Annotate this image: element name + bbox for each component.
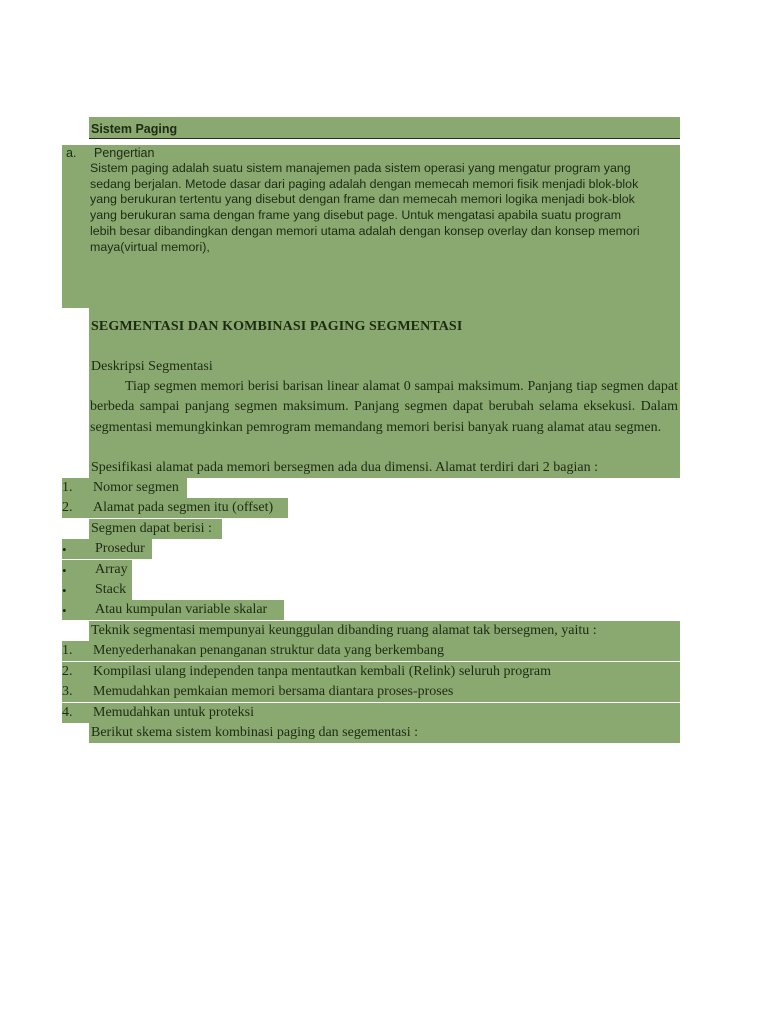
list-item	[62, 703, 680, 723]
bullet-icon: •	[62, 603, 67, 618]
list-item	[62, 478, 187, 498]
list-text: Nomor segmen	[93, 480, 179, 495]
paragraph-line: Sistem paging adalah suatu sistem manajemen pada sistem operasi yang mengatur program yang	[90, 161, 631, 175]
list-item	[62, 682, 680, 702]
paragraph-line: yang berukuran sama dengan frame yang disebut page. Untuk mengatasi apabila suatu program	[90, 208, 622, 223]
segmentation-heading: SEGMENTASI DAN KOMBINASI PAGING SEGMENTASI	[91, 319, 463, 334]
paging-subheading: Pengertian	[94, 146, 155, 160]
list-text: Memudahkan pemkaian memori bersama diantara proses-proses	[93, 684, 454, 699]
advantages-intro: Teknik segmentasi mempunyai keunggulan dibanding ruang alamat tak bersegmen, yaitu :	[91, 623, 597, 638]
bullet-icon: •	[62, 583, 67, 598]
list-item	[62, 662, 680, 682]
paragraph-line: sedang berjalan. Metode dasar dari paging adalah dengan memecah memori fisik menjadi blok-blok	[90, 176, 639, 191]
list-text: Memudahkan untuk proteksi	[93, 705, 254, 720]
list-marker: 4.	[62, 705, 73, 720]
bullet-item	[62, 580, 132, 600]
contents-intro: Segmen dapat berisi :	[91, 521, 212, 536]
list-text: Kompilasi ulang independen tanpa mentautkan kembali (Relink) seluruh program	[93, 664, 551, 679]
bullet-text: Atau kumpulan variable skalar	[95, 602, 268, 617]
spec-row	[89, 458, 680, 478]
paragraph-line: lebih besar dibandingkan dengan memori utama adalah dengan konsep overlay dan konsep memori	[90, 223, 640, 238]
bullet-item	[62, 560, 132, 580]
list-marker: 2.	[62, 664, 73, 679]
advantages-intro-row	[89, 621, 680, 641]
bullet-icon: •	[62, 542, 67, 557]
list-marker: a.	[66, 146, 77, 160]
list-marker: 1.	[62, 480, 73, 495]
bullet-text: Array	[95, 562, 128, 577]
bullet-icon: •	[62, 563, 67, 578]
contents-intro-row	[89, 519, 222, 539]
paging-definition-block	[62, 145, 680, 308]
bullet-item	[62, 600, 284, 620]
closing-text: Berikut skema sistem kombinasi paging dan segementasi :	[91, 725, 418, 740]
description-text: Tiap segmen memori berisi barisan linear alamat 0 sampai maksimum. Panjang tiap segmen dapat berbeda sampai panjang segmen maksimum. Panjang segmen dapat berubah selama eksekusi. Dalam segmentasi memungkinkan pemrogram memandang memori berisi banyak ruang alamat atau segmen.	[90, 379, 678, 435]
list-item	[62, 498, 288, 518]
list-marker: 1.	[62, 643, 73, 658]
closing-row	[89, 723, 680, 743]
section-title-bar	[89, 117, 680, 139]
spec-text: Spesifikasi alamat pada memori bersegmen ada dua dimensi. Alamat terdiri dari 2 bagian :	[91, 460, 598, 475]
paging-paragraph	[90, 161, 680, 255]
paragraph-line: maya(virtual memori),	[90, 239, 210, 254]
list-text: Alamat pada segmen itu (offset)	[93, 500, 274, 515]
bullet-item	[62, 539, 152, 559]
description-heading: Deskripsi Segmentasi	[91, 359, 213, 374]
list-marker: 2.	[62, 500, 73, 515]
list-text: Menyederhanakan penanganan struktur data yang berkembang	[93, 643, 445, 658]
description-paragraph	[90, 377, 678, 438]
bullet-text: Prosedur	[95, 541, 145, 556]
list-marker: 3.	[62, 684, 73, 699]
section-title: Sistem Paging	[91, 122, 178, 136]
list-item	[62, 641, 680, 661]
segmentation-block	[89, 308, 680, 458]
paragraph-line: yang berukuran tertentu yang disebut dengan frame dan memecah memori logika menjadi bok-blok	[90, 192, 635, 207]
bullet-text: Stack	[95, 582, 127, 597]
